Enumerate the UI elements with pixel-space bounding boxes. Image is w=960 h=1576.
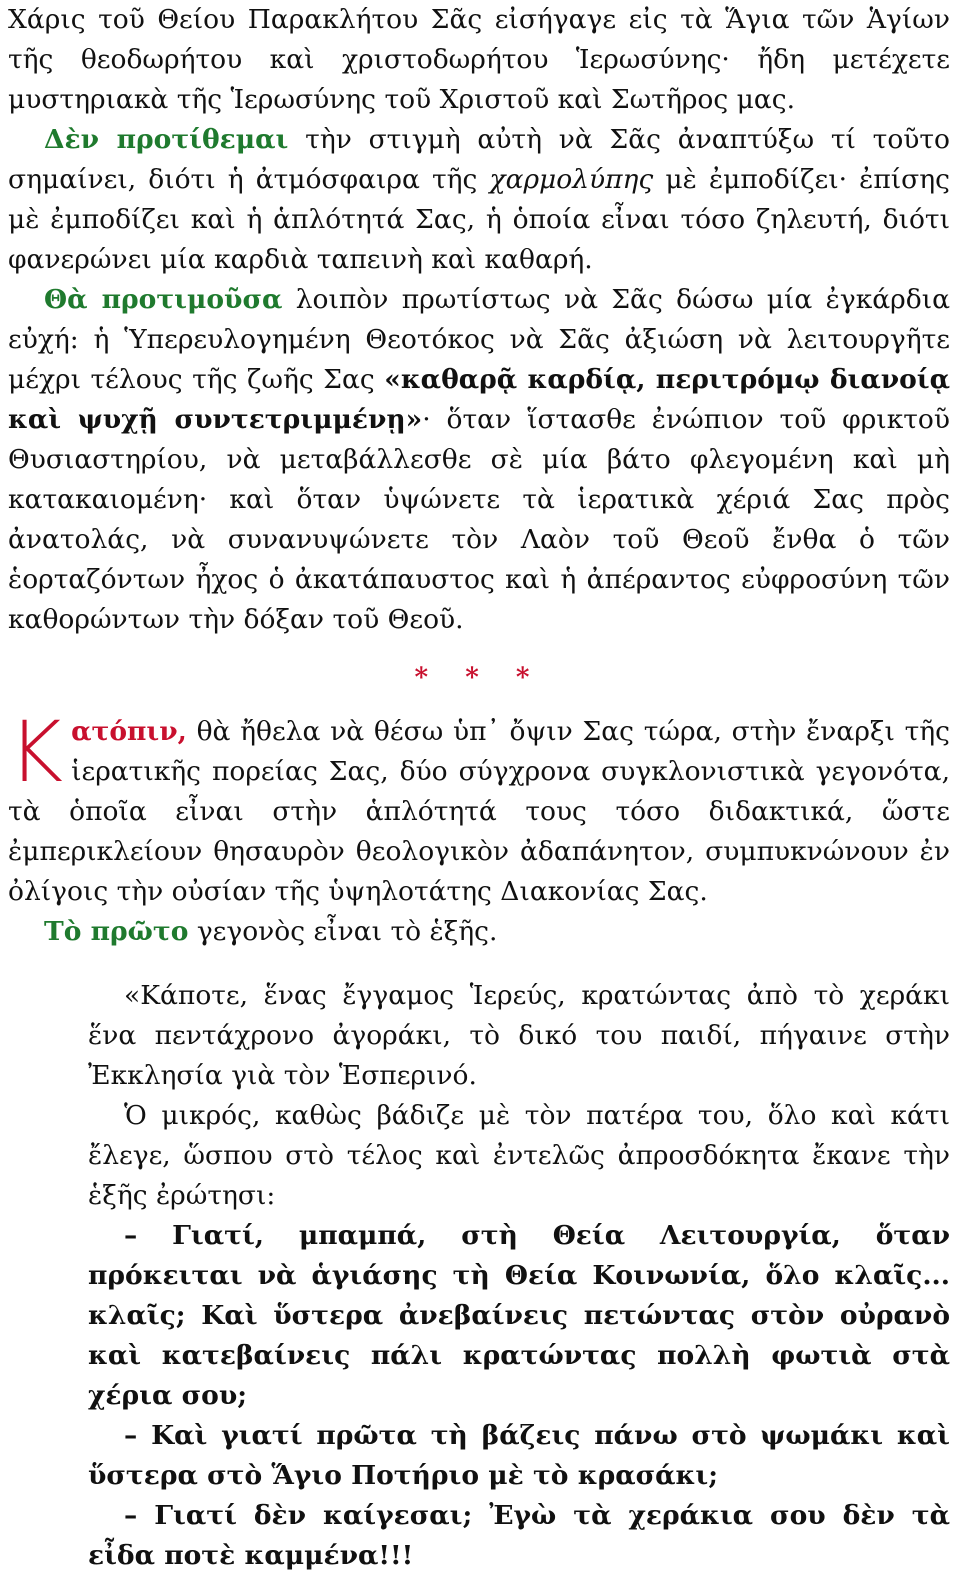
italic-word: χαρμολύπης: [489, 164, 654, 195]
paragraph-intention-text-b: μὲ ἐμποδίζει· ἐπίσης μὲ ἐμποδίζει καὶ ἡ ἁπλότητά Σας, ἡ ὁποία εἶναι τόσο ζηλευτή, διότι φανερώνει μία καρδιὰ ταπεινὴ καὶ καθαρή.: [8, 164, 950, 275]
paragraph-opening: [8, 0, 950, 120]
section-separator: * * *: [414, 663, 544, 693]
quote-dialogue-1: – Γιατί, μπαμπά, στὴ Θεία Λειτουργία, ὅταν πρόκειται νὰ ἁγιάσης τὴ Θεία Κοινωνία, ὅλο κλαῖς... κλαῖς; Καὶ ὕστερα ἀνεβαίνεις πετώντας στὸν οὐρανὸ καὶ κατεβαίνεις πάλι κρατώντας πολλὴ φωτιὰ στὰ χέρια σου;: [88, 1220, 950, 1411]
quote-paragraph-2: Ὁ μικρός, καθὼς βάδιζε μὲ τὸν πατέρα του, ὅλο καὶ κάτι ἔλεγε, ὥσπου στὸ τέλος καὶ ἐντελῶς ἀπροσδόκητα ἔκανε τὴν ἑξῆς ἐρώτησι:: [88, 1100, 950, 1211]
story-quote-block: [88, 976, 950, 1576]
paragraph-events-intro-text: θὰ ἤθελα νὰ θέσω ὑπ᾽ ὄψιν Σας τώρα, στὴν ἔναρξι τῆς ἱερατικῆς πορείας Σας, δύο σύγχρονα συγκλονιστικὰ γεγονότα, τὰ ὁποῖα εἶναι στὴν ἁπλότητά τους τόσο διδακτικά, ὥστε ἐμπερικλείουν θησαυρὸν θεολογικὸν ἀδαπάνητον, συμπυκνώνουν ἐν ὀλίγοις τὴν οὐσίαν τῆς ὑψηλοτάτης Διακονίας Σας.: [8, 716, 950, 907]
quote-dialogue-2: – Καὶ γιατί πρῶτα τὴ βάζεις πάνω στὸ ψωμάκι καὶ ὕστερα στὸ Ἅγιο Ποτήριο μὲ τὸ κρασάκι;: [88, 1420, 950, 1491]
drop-cap: Κ: [8, 703, 64, 801]
lead-word-red: ατόπιν,: [71, 716, 187, 747]
paragraph-events-intro: [8, 703, 950, 912]
lead-phrase-first: Τὸ πρῶτο: [44, 916, 189, 947]
lead-phrase-intention: Δὲν προτίθεμαι: [44, 124, 289, 155]
paragraph-wish-text-b: · ὅταν ἵστασθε ἐνώπιον τοῦ φρικτοῦ Θυσιαστηρίου, νὰ μεταβάλλεσθε σὲ μία βάτο φλεγομένη καὶ μὴ κατακαιομένη· καὶ ὅταν ὑψώνετε τὰ ἱερατικὰ χέριά Σας πρὸς ἀνατολάς, νὰ συνανυψώνετε τὸν Λαὸν τοῦ Θεοῦ ἔνθα ὁ τῶν ἑορταζόντων ἦχος ὁ ἀκατάπαυστος καὶ ἡ ἀπέραντος εὐφροσύνη τῶν καθορώντων τὴν δόξαν τοῦ Θεοῦ.: [8, 404, 950, 635]
paragraph-intention-text-a: τὴν στιγμὴ αὐτὴ νὰ Σᾶς ἀναπτύξω τί τοῦτο σημαίνει, διότι ἡ ἀτμόσφαιρα τῆς: [8, 124, 950, 195]
paragraph-opening-text: Χάρις τοῦ Θείου Παρακλήτου Σᾶς εἰσήγαγε εἰς τὰ Ἅγια τῶν Ἁγίων τῆς θεοδωρήτου καὶ χριστοδωρήτου Ἱερωσύνης· ἤδη μετέχετε μυστηριακὰ τῆς Ἱερωσύνης τοῦ Χριστοῦ καὶ Σωτῆρος μας.: [8, 4, 950, 115]
bold-quotation: «καθαρᾷ καρδίᾳ, περιτρόμῳ διανοίᾳ καὶ ψυχῇ συντετριμμένῃ»: [8, 364, 951, 435]
quote-dialogue-3: – Γιατί δὲν καίγεσαι; Ἐγὼ τὰ χεράκια σου δὲν τὰ εἶδα ποτὲ καμμένα!!!: [88, 1500, 950, 1571]
paragraph-intention: [8, 120, 950, 280]
paragraph-first-event-text: γεγονὸς εἶναι τὸ ἑξῆς.: [188, 916, 498, 947]
quote-paragraph-1: «Κάποτε, ἕνας ἔγγαμος Ἱερεύς, κρατώντας ἀπὸ τὸ χεράκι ἕνα πεντάχρονο ἀγοράκι, τὸ δικό του παιδί, πήγαινε στὴν Ἐκκλησία γιὰ τὸν Ἑσπερινό.: [88, 980, 950, 1091]
paragraph-wish: [8, 280, 950, 640]
lead-phrase-wish: Θὰ προτιμοῦσα: [44, 284, 283, 315]
paragraph-wish-text-a: λοιπὸν πρωτίστως νὰ Σᾶς δώσω μία ἐγκάρδια εὐχή: ἡ Ὑπερευλογημένη Θεοτόκος νὰ Σᾶς ἀξιώση νὰ λειτουργῆτε μέχρι τέλους τῆς ζωῆς Σας: [8, 284, 950, 395]
paragraph-first-event: [8, 912, 950, 952]
